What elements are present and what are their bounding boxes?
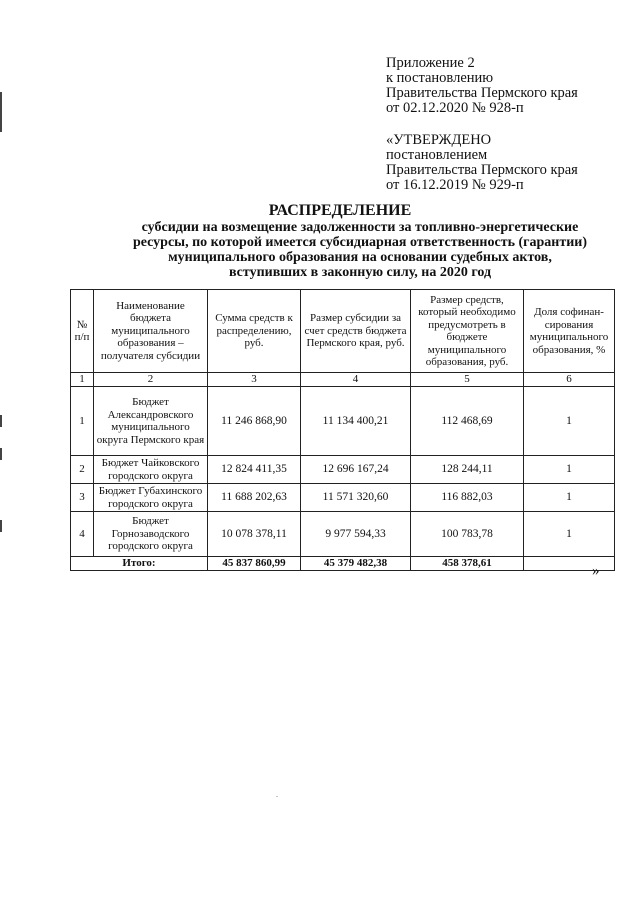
column-number: 5 bbox=[411, 373, 524, 387]
column-number: 4 bbox=[301, 373, 411, 387]
subtitle-line: ресурсы, по которой имеется субсидиарная ответственность (гарантии) bbox=[132, 235, 588, 250]
local-amount: 128 244,11 bbox=[411, 456, 524, 484]
approved-line: Правительства Пермского края bbox=[386, 162, 578, 178]
subsidy-amount: 9 977 594,33 bbox=[301, 512, 411, 557]
subtitle-line: муниципального образования на основании судебных актов, bbox=[168, 250, 552, 265]
local-amount: 116 882,03 bbox=[411, 484, 524, 512]
row-number: 4 bbox=[71, 512, 94, 557]
document-subtitle bbox=[80, 220, 640, 280]
header-cell: Доля софинан-сирования муниципального образования, % bbox=[524, 290, 615, 373]
total-label: Итого: bbox=[71, 557, 208, 571]
approved-line: «УТВЕРЖДЕНО bbox=[386, 132, 492, 148]
table-row bbox=[71, 387, 615, 456]
table-row bbox=[71, 456, 615, 484]
subtitle-line: субсидии на возмещение задолженности за топливно-энергетические bbox=[141, 220, 579, 235]
approved-block bbox=[386, 133, 636, 193]
margin-mark bbox=[0, 92, 2, 132]
approved-line: от 16.12.2019 № 929-п bbox=[386, 177, 524, 193]
local-amount: 112 468,69 bbox=[411, 387, 524, 456]
margin-mark bbox=[0, 520, 2, 532]
approved-line: постановлением bbox=[386, 147, 488, 163]
appendix-line: от 02.12.2020 № 928-п bbox=[386, 100, 524, 116]
header-cell: Размер средств, который необходимо предусмотреть в бюджете муниципального образования, руб. bbox=[411, 290, 524, 373]
header-cell: Наименование бюджета муниципального образования – получателя субсидии bbox=[94, 290, 208, 373]
stray-mark: . bbox=[276, 790, 278, 799]
budget-name: Бюджет Губахинского городского округа bbox=[94, 484, 208, 512]
subsidy-amount: 11 134 400,21 bbox=[301, 387, 411, 456]
header-cell: № п/п bbox=[71, 290, 94, 373]
table-header-row bbox=[71, 290, 615, 373]
cofinancing-share bbox=[524, 557, 615, 571]
row-number: 1 bbox=[71, 387, 94, 456]
subsidy-amount: 11 571 320,60 bbox=[301, 484, 411, 512]
cofinancing-share: 1 bbox=[524, 484, 615, 512]
total-amount: 45 837 860,99 bbox=[208, 557, 301, 571]
appendix-line: Приложение 2 bbox=[386, 55, 475, 71]
margin-mark bbox=[0, 415, 2, 427]
cofinancing-share: 1 bbox=[524, 456, 615, 484]
header-cell: Сумма средств к распределению, руб. bbox=[208, 290, 301, 373]
subtitle-line: вступивших в законную силу, на 2020 год bbox=[228, 265, 492, 280]
closing-quote: » bbox=[592, 563, 600, 579]
margin-mark bbox=[0, 448, 2, 460]
local-amount: 458 378,61 bbox=[411, 557, 524, 571]
subsidy-amount: 45 379 482,38 bbox=[301, 557, 411, 571]
total-amount: 11 688 202,63 bbox=[208, 484, 301, 512]
budget-name: Бюджет Александровского муниципального округа Пермского края bbox=[94, 387, 208, 456]
local-amount: 100 783,78 bbox=[411, 512, 524, 557]
column-number: 6 bbox=[524, 373, 615, 387]
distribution-table bbox=[70, 289, 615, 571]
table-row bbox=[71, 512, 615, 557]
subsidy-amount: 12 696 167,24 bbox=[301, 456, 411, 484]
cofinancing-share: 1 bbox=[524, 512, 615, 557]
table-row bbox=[71, 484, 615, 512]
column-number: 1 bbox=[71, 373, 94, 387]
row-number: 3 bbox=[71, 484, 94, 512]
cofinancing-share: 1 bbox=[524, 387, 615, 456]
total-amount: 10 078 378,11 bbox=[208, 512, 301, 557]
row-number: 2 bbox=[71, 456, 94, 484]
budget-name: Бюджет Чайковского городского округа bbox=[94, 456, 208, 484]
document-title: РАСПРЕДЕЛЕНИЕ bbox=[268, 202, 412, 219]
column-number: 2 bbox=[94, 373, 208, 387]
total-amount: 11 246 868,90 bbox=[208, 387, 301, 456]
appendix-line: к постановлению bbox=[386, 70, 494, 86]
appendix-line: Правительства Пермского края bbox=[386, 85, 578, 101]
column-number: 3 bbox=[208, 373, 301, 387]
total-row bbox=[71, 557, 615, 571]
column-number-row bbox=[71, 373, 615, 387]
header-cell: Размер субсидии за счет средств бюджета Пермского края, руб. bbox=[301, 290, 411, 373]
budget-name: Бюджет Горнозаводского городского округа bbox=[94, 512, 208, 557]
total-amount: 12 824 411,35 bbox=[208, 456, 301, 484]
appendix-block bbox=[386, 56, 636, 116]
